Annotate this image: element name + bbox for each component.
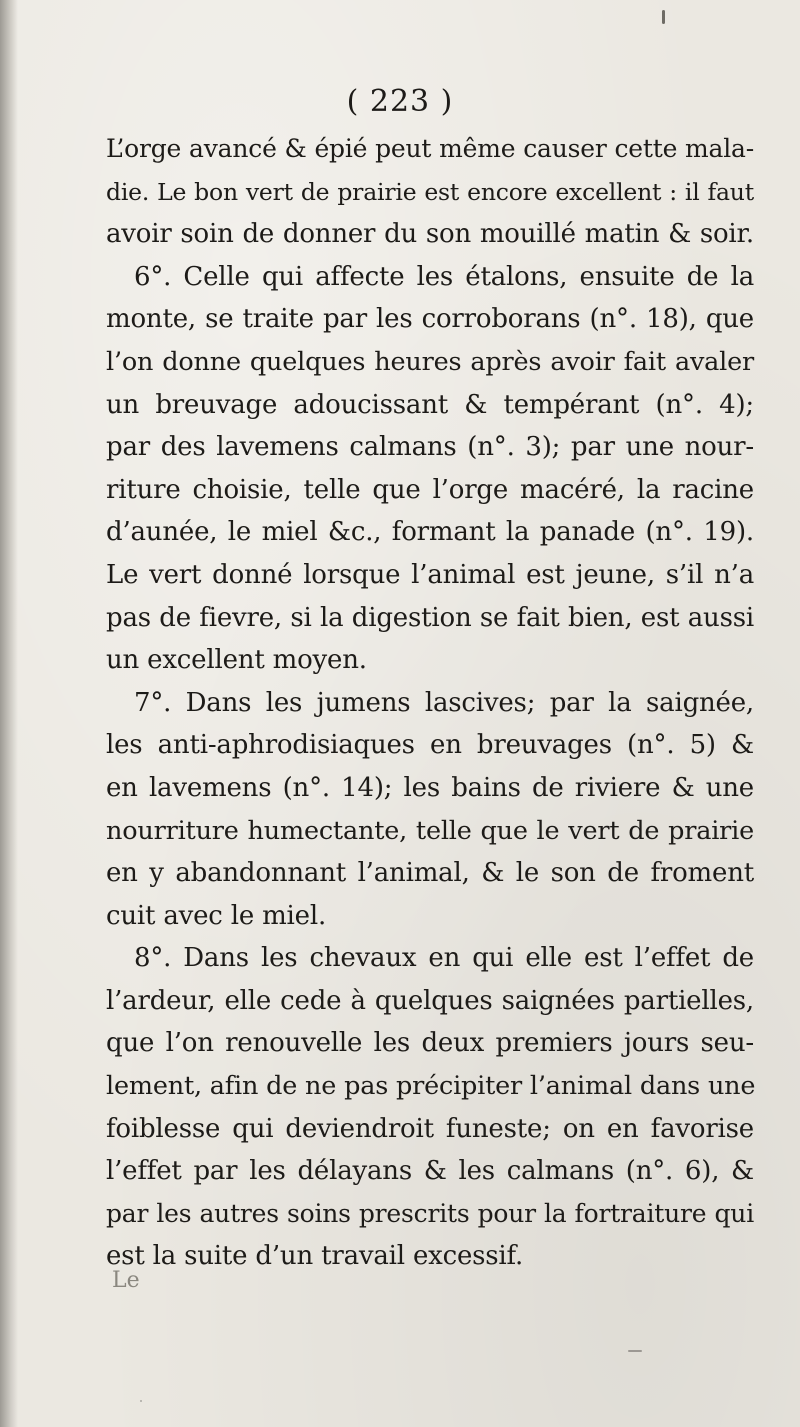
- text-line: un breuvage adoucissant & tempérant (n°. 4);: [106, 389, 754, 420]
- text-line: 6°. Celle qui affecte les étalons, ensuite de la: [134, 261, 754, 292]
- page-gutter-shadow: [0, 0, 18, 1427]
- text-line: die. Le bon vert de prairie est encore excellent : il faut: [106, 177, 754, 206]
- text-line: avoir soin de donner du son mouillé matin & soir.: [106, 219, 754, 250]
- text-line: que l’on renouvelle les deux premiers jours seu-: [106, 1028, 754, 1059]
- text-line: un excellent moyen.: [106, 645, 367, 676]
- text-line: l’on donne quelques heures après avoir fait avaler: [106, 346, 754, 377]
- text-line: L’orge avancé & épié peut même causer cette mala-: [106, 134, 754, 163]
- text-line: en y abandonnant l’animal, & le son de froment: [106, 858, 754, 889]
- text-line: est la suite d’un travail excessif.: [106, 1241, 524, 1272]
- catchword: Le: [112, 1268, 140, 1293]
- ink-speck: [662, 10, 665, 24]
- text-line: monte, se traite par les corroborans (n°. 18), que: [106, 304, 754, 335]
- text-line: Le vert donné lorsque l’animal est jeune, s’il n’a: [106, 559, 754, 590]
- text-line: cuit avec le miel.: [106, 900, 327, 931]
- ink-speck: [628, 1350, 642, 1352]
- page-number: ( 223 ): [346, 84, 454, 119]
- text-line: 8°. Dans les chevaux en qui elle est l’effet de: [134, 943, 754, 974]
- text-line: d’aunée, le miel &c., formant la panade (n°. 19).: [106, 517, 754, 548]
- text-line: l’effet par les délayans & les calmans (n°. 6), &: [106, 1156, 754, 1187]
- text-line: par des lavemens calmans (n°. 3); par une nour-: [106, 432, 754, 463]
- ink-speck: [140, 1400, 142, 1402]
- text-line: en lavemens (n°. 14); les bains de riviere & une: [106, 772, 754, 803]
- text-line: pas de fievre, si la digestion se fait bien, est aussi: [106, 602, 754, 633]
- text-line: par les autres soins prescrits pour la fortraiture qui: [106, 1198, 754, 1228]
- text-line: 7°. Dans les jumens lascives; par la saignée,: [134, 687, 754, 718]
- body-text: [106, 128, 754, 1278]
- text-line: riture choisie, telle que l’orge macéré, la racine: [106, 474, 754, 505]
- text-line: lement, afin de ne pas précipiter l’animal dans une: [106, 1071, 756, 1102]
- text-line: foiblesse qui deviendroit funeste; on en favorise: [106, 1113, 754, 1144]
- text-line: les anti-aphrodisiaques en breuvages (n°. 5) &: [106, 730, 754, 761]
- text-line: nourriture humectante, telle que le vert de prairie: [106, 815, 754, 846]
- text-line: l’ardeur, elle cede à quelques saignées partielles,: [106, 985, 754, 1016]
